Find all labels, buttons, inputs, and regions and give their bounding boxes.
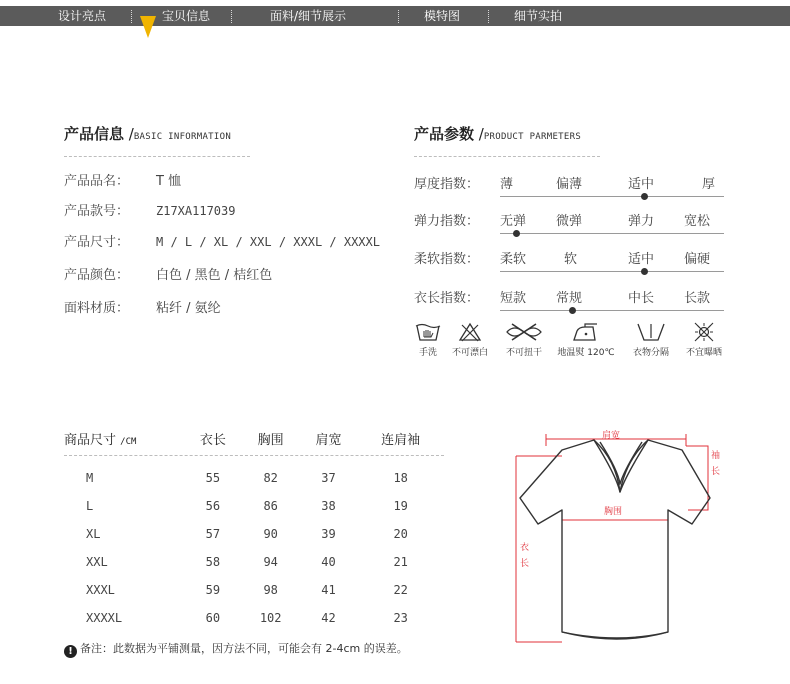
params-heading: 产品参数 /PRODUCT PARMETERS [414,125,582,143]
param-indicator [641,268,648,275]
length-label-2: 长 [520,559,530,569]
active-tab-pointer [140,16,156,38]
param-scale-line [500,233,724,234]
nav-separator [398,10,399,23]
table-row: XXL 58 94 40 21 [86,555,408,569]
col-sleeve: 连肩袖 [381,432,421,448]
param-indicator [513,230,520,237]
param-elasticity: 弹力指数： 无弹 微弹 弹力 宽松 [414,210,724,234]
table-divider [64,455,444,456]
care-no-bleach: 不可漂白 [446,322,494,358]
param-thickness: 厚度指数： 薄 偏薄 适中 厚 [414,173,724,197]
nav-item-model[interactable]: 模特图 [424,9,461,23]
top-nav [0,6,790,26]
divider [414,156,600,157]
size-table [64,426,444,632]
care-hand-wash: 手洗 [414,322,442,358]
size-diagram [500,420,740,660]
measurement-note: ! 备注：此数据为平铺测量，因方法不同，可能会有 2-4cm 的误差。 [64,640,408,658]
table-row: XL 57 90 39 20 [86,527,408,541]
param-length: 衣长指数： 短款 常规 中长 长款 [414,287,724,311]
nav-separator [231,10,232,23]
col-chest: 胸围 [257,432,284,448]
length-label-1: 衣 [520,543,530,553]
no-bleach-icon [458,322,482,342]
param-scale-line [500,310,724,311]
param-scale-line [500,196,724,197]
params-title: 产品参数 [414,125,475,143]
nav-item-design[interactable]: 设计亮点 [58,9,107,23]
info-row-name: 产品品名： T 恤 [64,174,182,189]
product-info-heading: 产品信息 /BASIC INFORMATION [64,125,232,143]
col-shoulder: 肩宽 [315,432,342,448]
warning-icon: ! [64,645,77,658]
chest-label: 胸围 [604,507,623,517]
product-info-title: 产品信息 [64,125,125,143]
param-scale-line [500,271,724,272]
info-row-style: 产品款号： Z17XA117039 [64,204,236,219]
no-wring-icon [504,322,544,342]
hand-wash-icon [415,322,441,342]
table-header-row [64,426,444,450]
nav-item-fabric[interactable]: 面料/细节展示 [270,9,347,23]
product-info-subtitle: BASIC INFORMATION [133,132,232,142]
wash-separately-icon [634,322,668,342]
sleeve-label-2: 长 [711,467,721,477]
care-wash-separately: 衣物分隔 [626,322,676,358]
size-table-title: 商品尺寸 /CM [64,432,137,448]
no-sun-dry-icon [692,322,716,342]
param-softness: 柔软指数： 柔软 软 适中 偏硬 [414,248,724,272]
param-indicator [641,193,648,200]
divider [64,156,250,157]
nav-item-product-info[interactable]: 宝贝信息 [162,9,211,23]
care-no-sun-dry: 不宜曝晒 [680,322,728,358]
info-row-sizes: 产品尺寸： M / L / XL / XXL / XXXL / XXXXL [64,235,380,250]
table-row: XXXL 59 98 41 22 [86,583,408,597]
info-row-material: 面料材质： 粘纤 / 氨纶 [64,301,221,316]
table-row: XXXXL 60 102 42 23 [86,611,408,625]
param-indicator [569,307,576,314]
sleeve-label-1: 袖 [711,451,721,461]
care-low-iron: 地温熨 120℃ [554,322,618,358]
nav-separator [131,10,132,23]
shoulder-label: 肩宽 [602,431,621,441]
params-subtitle: PRODUCT PARMETERS [483,132,582,142]
table-row: M 55 82 37 18 [86,471,408,485]
tshirt-outline-icon [500,420,740,656]
nav-separator [488,10,489,23]
table-row: L 56 86 38 19 [86,499,408,513]
info-row-colors: 产品颜色： 白色 / 黑色 / 桔红色 [64,268,273,283]
col-length: 衣长 [199,432,226,448]
care-no-wring: 不可扭干 [500,322,548,358]
low-iron-icon [571,322,601,342]
nav-item-details[interactable]: 细节实拍 [514,9,563,23]
